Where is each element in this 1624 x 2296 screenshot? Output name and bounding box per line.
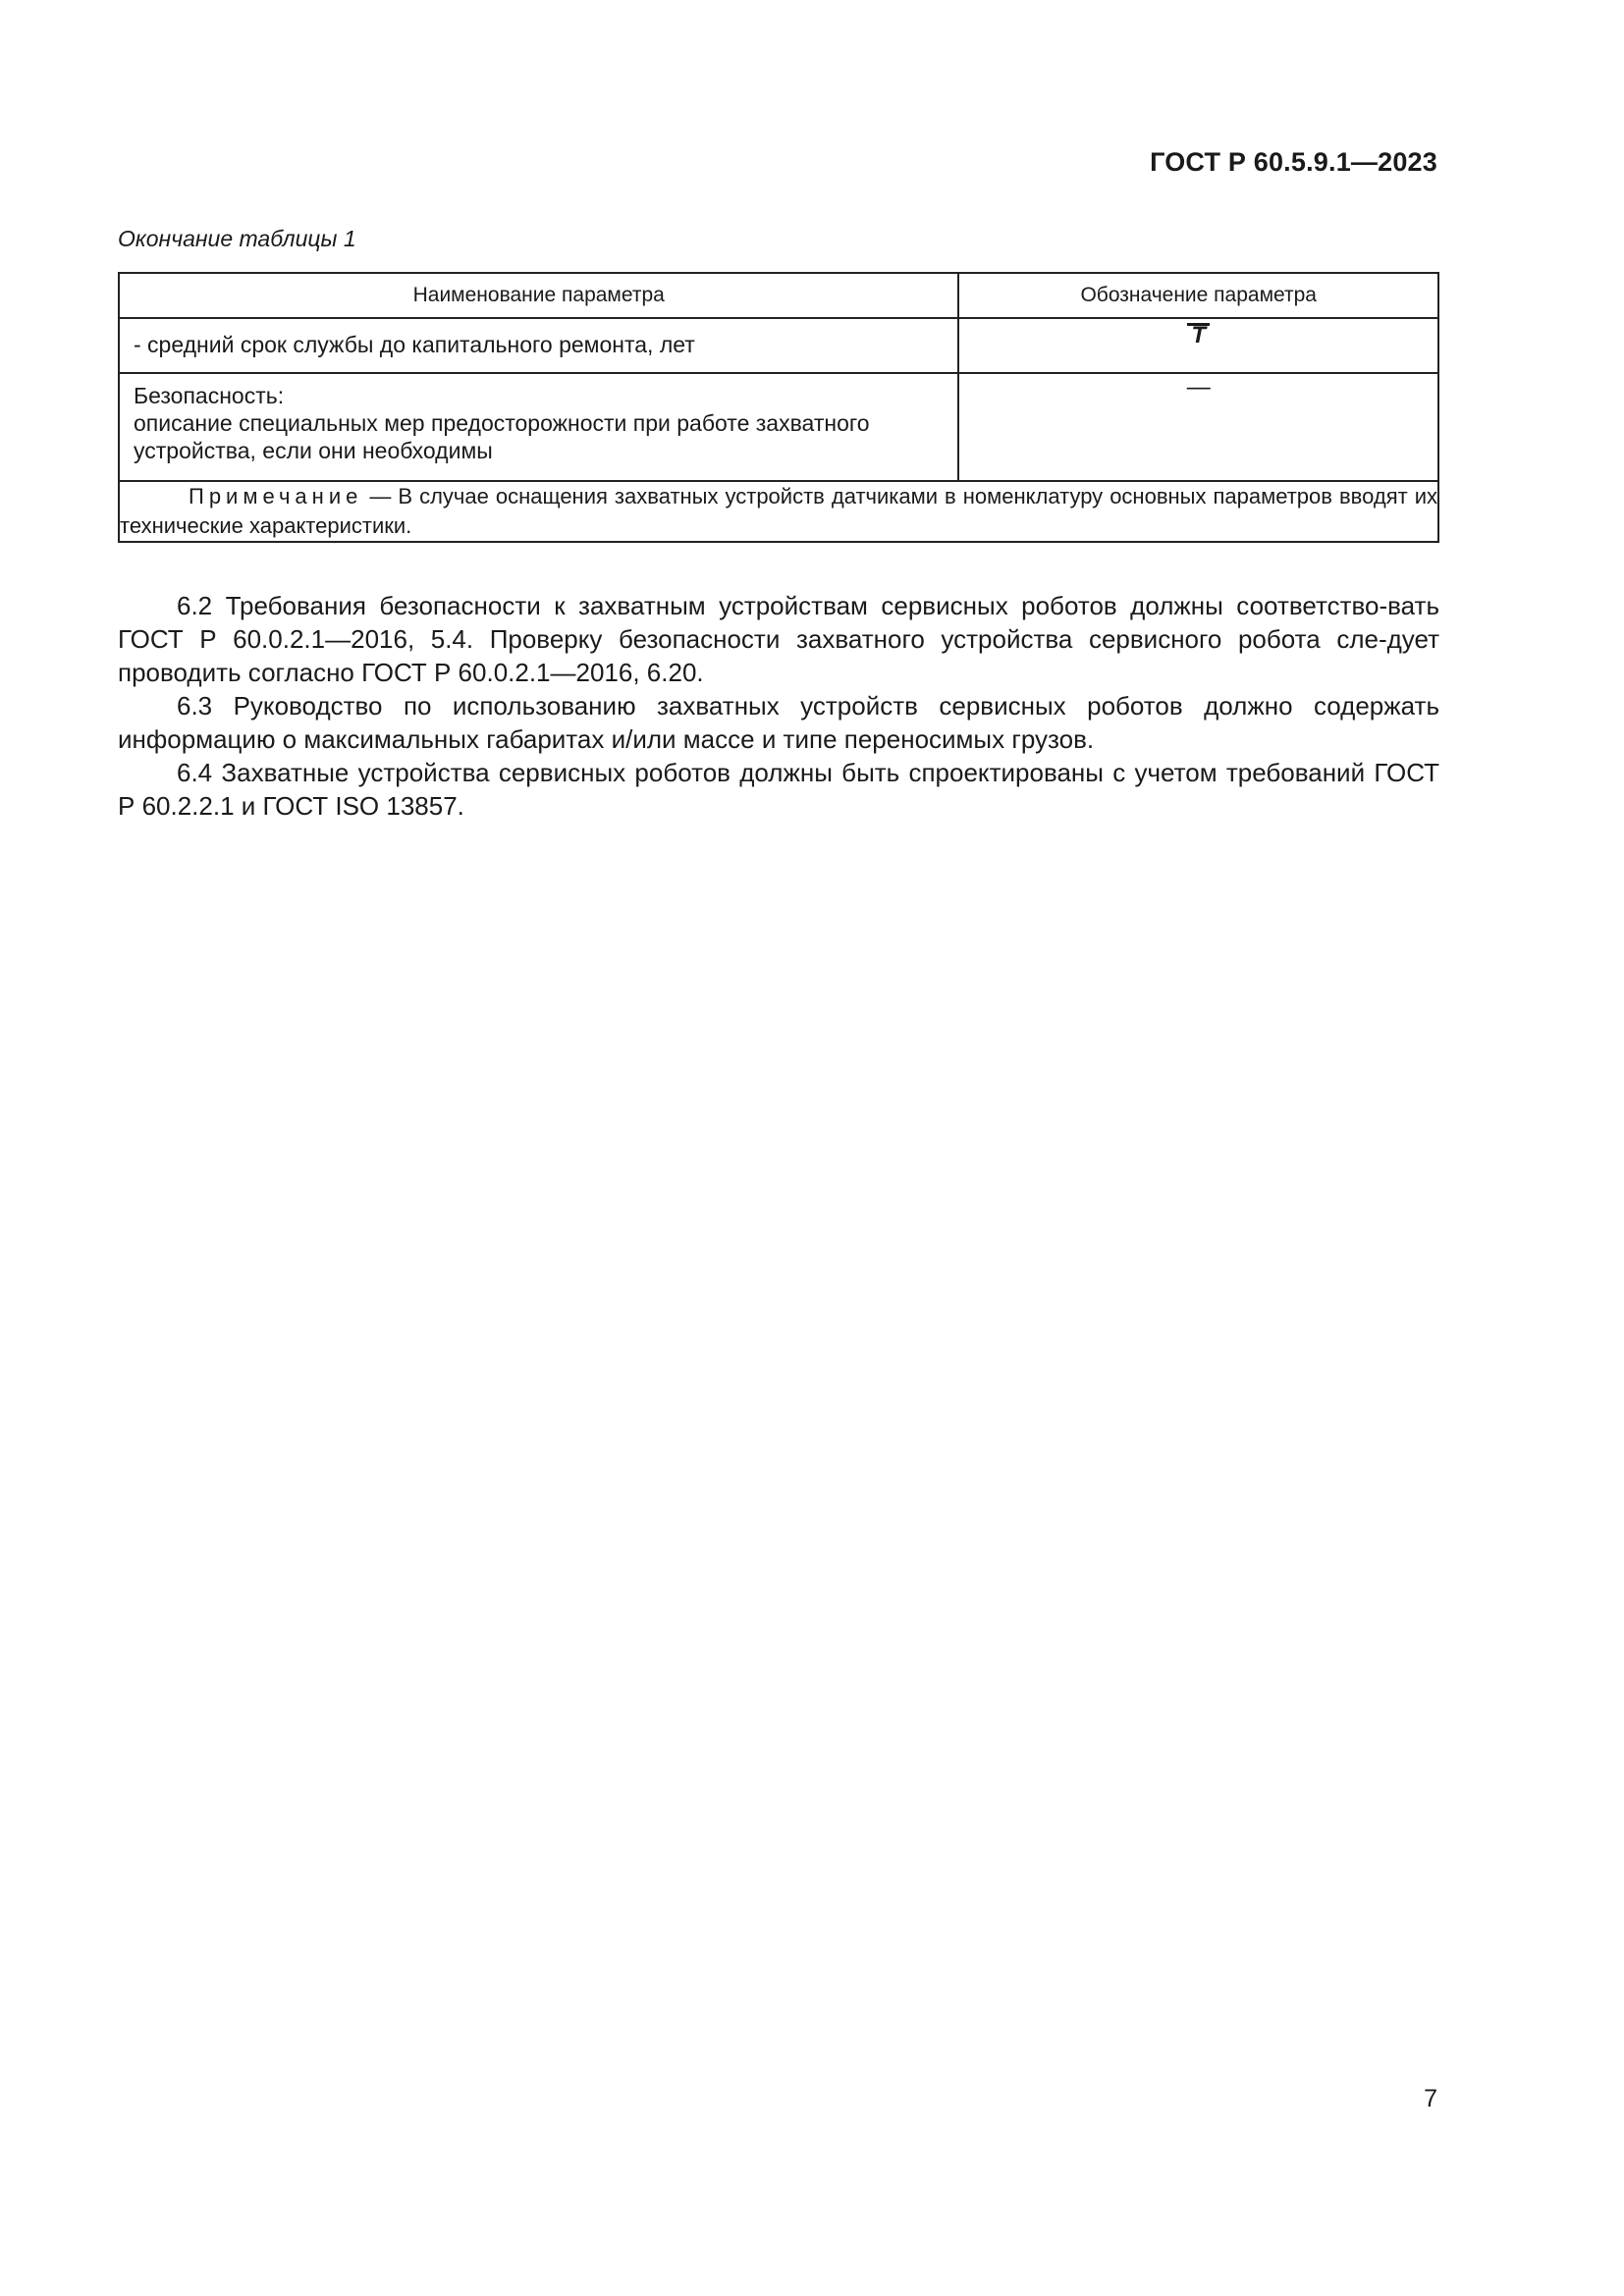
parameter-name: - средний срок службы до капитального ремонта, лет <box>134 332 695 357</box>
table-note-row <box>119 481 1438 542</box>
table-note <box>119 481 1438 542</box>
parameter-symbol-dash: — <box>1186 374 1211 400</box>
table-header-row <box>119 273 1438 318</box>
paragraph-6-3: 6.3 Руководство по использованию захватных устройств сервисных роботов должно содержать информацию о максимальных габаритах и/или массе и типе переносимых грузов. <box>118 691 1439 754</box>
parameter-symbol-cell <box>958 373 1438 481</box>
table-row <box>119 373 1438 481</box>
page-number: 7 <box>1424 2085 1437 2112</box>
parameter-name-line: описание специальных мер предосторожности при работе захватного <box>134 410 870 436</box>
parameter-symbol-t: T <box>1187 323 1210 346</box>
paragraph-6-2: 6.2 Требования безопасности к захватным устройствам сервисных роботов должны соответство-вать ГОСТ Р 60.0.2.1—2016, 5.4. Проверку безопасности захватного устройства сервисного робота сле-дует проводить согласно ГОСТ Р 60.0.2.1—2016, 6.20. <box>118 591 1439 687</box>
parameter-name-line: устройства, если они необходимы <box>134 438 493 463</box>
column-header-name: Наименование параметра <box>119 273 958 318</box>
parameter-name-cell <box>119 373 958 481</box>
document-code: ГОСТ Р 60.5.9.1—2023 <box>1150 147 1437 177</box>
parameter-name-cell <box>119 318 958 373</box>
parameter-name <box>120 374 957 472</box>
column-header-designation: Обозначение параметра <box>958 273 1438 318</box>
table-row <box>119 318 1438 373</box>
parameters-table <box>118 272 1439 543</box>
body-text <box>118 589 1439 823</box>
parameter-name-line: Безопасность: <box>134 383 285 408</box>
note-text: — В случае оснащения захватных устройств датчиками в номенклатуру основных параметров вводят их технические характеристики. <box>120 484 1437 538</box>
note-label: Примечание <box>189 484 363 508</box>
parameter-symbol-cell <box>958 318 1438 373</box>
paragraph-6-4: 6.4 Захватные устройства сервисных роботов должны быть спроектированы с учетом требований ГОСТ Р 60.2.2.1 и ГОСТ ISO 13857. <box>118 758 1439 821</box>
table-caption: Окончание таблицы 1 <box>118 226 356 251</box>
